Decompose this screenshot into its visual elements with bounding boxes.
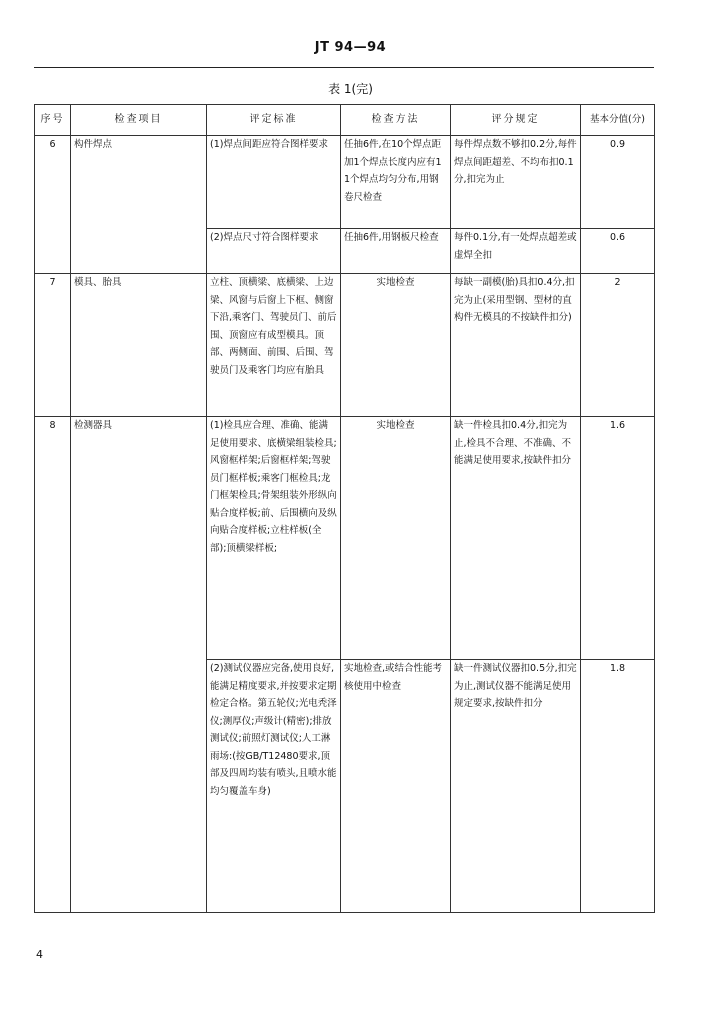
inspection-table: [34, 104, 655, 913]
evaluation-standard: (2)焊点尺寸符合图样要求: [207, 229, 341, 274]
evaluation-standard: 立柱、顶横梁、底横梁、上边梁、风窗与后窗上下框、侧窗下沿,乘客门、驾驶员门、前后围、顶窗应有成型模具。顶部、两侧面、前围、后围、驾驶员门及乘客门均应有胎具: [207, 274, 341, 417]
base-score: 1.6: [581, 417, 655, 660]
col-header-method: 检查方法: [341, 105, 451, 136]
evaluation-standard: (1)检具应合理、准确、能满足使用要求、底横梁组装检具;风窗框样架;后窗框样架;驾驶员门框样板;乘客门框检具;龙门框架检具;骨架组装外形纵向贴合度样板;前、后围横向及纵向贴合度样板;立柱样板(全部);顶横梁样板;: [207, 417, 341, 660]
check-method: 实地检查: [341, 274, 451, 417]
scoring-rule: 每件焊点数不够扣0.2分,每件焊点间距超差、不均布扣0.1分,扣完为止: [451, 136, 581, 229]
check-method: 任抽6件,在10个焊点距加1个焊点长度内应有11个焊点均匀分布,用钢卷尺检查: [341, 136, 451, 229]
check-item: 模具、胎具: [71, 274, 207, 417]
scoring-rule: 缺一件测试仪器扣0.5分,扣完为止,测试仪器不能满足使用规定要求,按缺件扣分: [451, 660, 581, 913]
row-number: 8: [35, 417, 71, 913]
table-title: 表 1(完): [328, 82, 373, 96]
table-row: [35, 417, 655, 660]
evaluation-standard: (2)测试仪器应完备,使用良好,能满足精度要求,并按要求定期检定合格。第五轮仪;光电秃泽仪;测厚仪;声级计(精密);排放测试仪;前照灯测试仪;人工淋雨场:(按GB/T12480要求,顶部及四周均装有喷头,且喷水能均匀覆盖车身): [207, 660, 341, 913]
col-header-standard: 评定标准: [207, 105, 341, 136]
col-header-item: 检查项目: [71, 105, 207, 136]
base-score: 1.8: [581, 660, 655, 913]
col-header-rule: 评分规定: [451, 105, 581, 136]
scoring-rule: 每件0.1分,有一处焊点超差或虚焊全扣: [451, 229, 581, 274]
table-row: [35, 136, 655, 229]
row-number: 6: [35, 136, 71, 274]
base-score: 0.9: [581, 136, 655, 229]
header-rule: [34, 67, 654, 68]
base-score: 2: [581, 274, 655, 417]
row-number: 7: [35, 274, 71, 417]
scoring-rule: 缺一件检具扣0.4分,扣完为止,检具不合理、不准确、不能满足使用要求,按缺件扣分: [451, 417, 581, 660]
col-header-score: 基本分值(分): [581, 105, 655, 136]
check-item: 构件焊点: [71, 136, 207, 274]
check-method: 实地检查,或结合性能考核使用中检查: [341, 660, 451, 913]
col-header-no: 序号: [35, 105, 71, 136]
page-number: 4: [36, 948, 43, 961]
check-item: 检测器具: [71, 417, 207, 913]
standard-code: JT 94—94: [314, 40, 387, 55]
base-score: 0.6: [581, 229, 655, 274]
check-method: 任抽6件,用钢板尺检查: [341, 229, 451, 274]
evaluation-standard: (1)焊点间距应符合图样要求: [207, 136, 341, 229]
table-row: [35, 274, 655, 417]
check-method: 实地检查: [341, 417, 451, 660]
table-header-row: [35, 105, 655, 136]
scoring-rule: 每缺一副模(胎)具扣0.4分,扣完为止(采用型钢、型材的直构件无模具的不按缺件扣分): [451, 274, 581, 417]
